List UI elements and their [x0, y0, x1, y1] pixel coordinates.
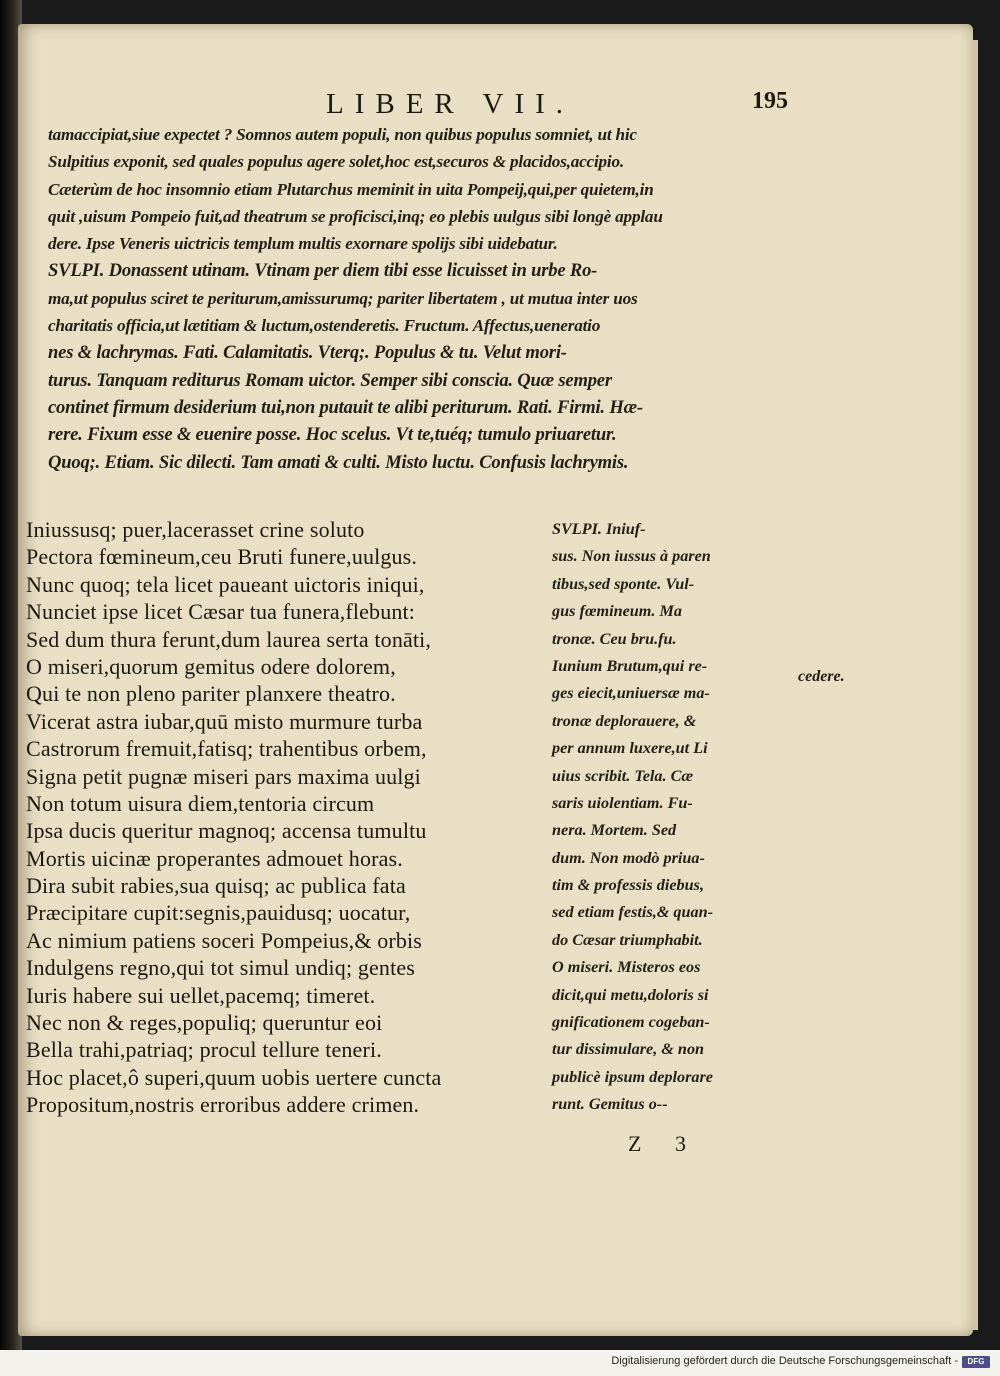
gloss-line: SVLPI. Iniuf-	[552, 520, 646, 538]
verse-line: Dira subit rabies,sua quisq; ac publica fata	[26, 873, 406, 899]
commentary-line: Quoq;. Etiam. Sic dilecti. Tam amati & culti. Misto luctu. Confusis lachrymis.	[48, 451, 629, 473]
gloss-line: ges eiecit,uniuersæ ma-	[552, 684, 710, 703]
commentary-line: turus. Tanquam rediturus Romam uictor. Semper sibi conscia. Quæ semper	[48, 369, 612, 391]
verse-line: Pectora fœmineum,ceu Bruti funere,uulgus.	[26, 544, 418, 570]
page-number: 195	[752, 88, 788, 114]
verse-line: Indulgens regno,qui tot simul undiq; gentes	[26, 955, 415, 981]
commentary-block	[48, 121, 988, 476]
commentary-line: rere. Fixum esse & euenire posse. Hoc scelus. Vt te,tuéq; tumulo priuaretur.	[48, 424, 617, 446]
gloss-line: publicè ipsum deplorare	[552, 1067, 713, 1086]
commentary-line: quit ,uisum Pompeio fuit,ad theatrum se proficisci,inq; eo plebis uulgus sibi longè applau	[48, 206, 663, 226]
verse-line: Sed dum thura ferunt,dum laurea serta tonāti,	[26, 626, 432, 652]
gloss-line: Iunium Brutum,qui re-	[552, 656, 708, 675]
verse-line: Nunciet ipse licet Cæsar tua funera,flebunt:	[26, 599, 416, 625]
commentary-line: continet firmum desiderium tui,non putauit te alibi periturum. Rati. Firmi. Hæ-	[48, 396, 643, 418]
gloss-line: sus. Non iussus à paren	[552, 547, 711, 566]
gloss-line: dicit,qui metu,doloris si	[552, 985, 709, 1004]
gloss-line: do Cæsar triumphabit.	[552, 930, 703, 949]
verse-line: Nunc quoq; tela licet paueant uictoris iniqui,	[26, 571, 425, 597]
verse-line: Mortis uicinæ properantes admouet horas.	[26, 845, 403, 871]
commentary-line: Cæterùm de hoc insomnio etiam Plutarchus meminit in uita Pompeij,qui,per quietem,in	[48, 179, 654, 199]
verse-line: Ipsa ducis queritur magnoq; accensa tumultu	[26, 818, 427, 844]
verse-line: O miseri,quorum gemitus odere dolorem,	[26, 653, 396, 679]
verse-line: Ac nimium patiens soceri Pompeius,& orbis	[26, 927, 422, 953]
gloss-line: sed etiam festis,& quan-	[552, 903, 713, 922]
verse-line: Iuris habere sui uellet,pacemq; timeret.	[26, 982, 376, 1008]
gloss-line: saris uiolentiam. Fu-	[552, 793, 693, 812]
gloss-line: dum. Non modò priua-	[552, 848, 705, 867]
verse-line: Iniussusq; puer,lacerasset crine soluto	[26, 517, 365, 542]
verse-line: Propositum,nostris erroribus addere crimen.	[26, 1092, 420, 1118]
commentary-line: SVLPI. Donassent utinam. Vtinam per diem tibi esse licuisset in urbe Ro-	[48, 260, 598, 282]
signature-mark: Z 3	[628, 1131, 700, 1156]
gloss-line: runt. Gemitus o--	[552, 1095, 668, 1114]
gloss-line: per annum luxere,ut Li	[552, 739, 708, 758]
margin-note: cedere.	[798, 668, 845, 685]
gloss-line: gnificationem cogeban-	[552, 1013, 710, 1032]
verse-line: Præcipitare cupit:segnis,pauidusq; uocatur,	[26, 900, 411, 926]
gloss-line: tur dissimulare, & non	[552, 1040, 705, 1059]
verse-line: Nec non & reges,populiq; queruntur eoi	[26, 1010, 383, 1036]
dfg-logo: DFG	[962, 1356, 990, 1368]
verse-line: Hoc placet,ô superi,quum uobis uertere cuncta	[26, 1064, 442, 1090]
verse-line: Bella trahi,patriaq; procul tellure teneri.	[26, 1037, 382, 1063]
running-head: LIBER VII.	[326, 88, 575, 120]
verse-column	[26, 516, 571, 1119]
gloss-line: tibus,sed sponte. Vul-	[552, 574, 695, 593]
verse-line: Vicerat astra iubar,quū misto murmure turba	[26, 708, 423, 734]
gloss-line: O miseri. Misteros eos	[552, 958, 701, 977]
verse-line: Castrorum fremuit,fatisq; trahentibus orbem,	[26, 736, 427, 762]
gloss-line: tronæ deplorauere, &	[552, 711, 697, 730]
footer-bar	[0, 1350, 1000, 1376]
gloss-line: uius scribit. Tela. Cæ	[552, 766, 694, 785]
funding-credit: Digitalisierung gefördert durch die Deutsche Forschungsgemeinschaft -	[611, 1355, 958, 1367]
commentary-line: ma,ut populus sciret te periturum,amissurumq; pariter libertatem , ut mutua inter uos	[48, 288, 638, 308]
commentary-line: Sulpitius exponit, sed quales populus agere solet,hoc est,securos & placidos,accipio.	[48, 152, 624, 172]
commentary-line: nes & lachrymas. Fati. Calamitatis. Vterq;. Populus & tu. Velut mori-	[48, 342, 567, 364]
verse-line: Non totum uisura diem,tentoria circum	[26, 790, 375, 816]
gloss-column	[552, 516, 797, 1119]
gloss-line: tim & professis diebus,	[552, 876, 704, 895]
gloss-line: tronæ. Ceu bru.fu.	[552, 629, 677, 648]
verse-line: Signa petit pugnæ miseri pars maxima uulgi	[26, 763, 421, 789]
gloss-line: nera. Mortem. Sed	[552, 821, 677, 840]
gloss-line: gus fœmineum. Ma	[552, 602, 682, 621]
verse-line: Qui te non pleno pariter planxere theatro.	[26, 681, 396, 707]
commentary-line: dere. Ipse Veneris uictricis templum multis exornare spolijs sibi uidebatur.	[48, 234, 558, 254]
commentary-line: tamaccipiat,siue expectet ? Somnos autem populi, non quibus populus somniet, ut hic	[48, 125, 637, 144]
commentary-line: charitatis officia,ut lætitiam & luctum,ostenderetis. Fructum. Affectus,ueneratio	[48, 316, 601, 336]
